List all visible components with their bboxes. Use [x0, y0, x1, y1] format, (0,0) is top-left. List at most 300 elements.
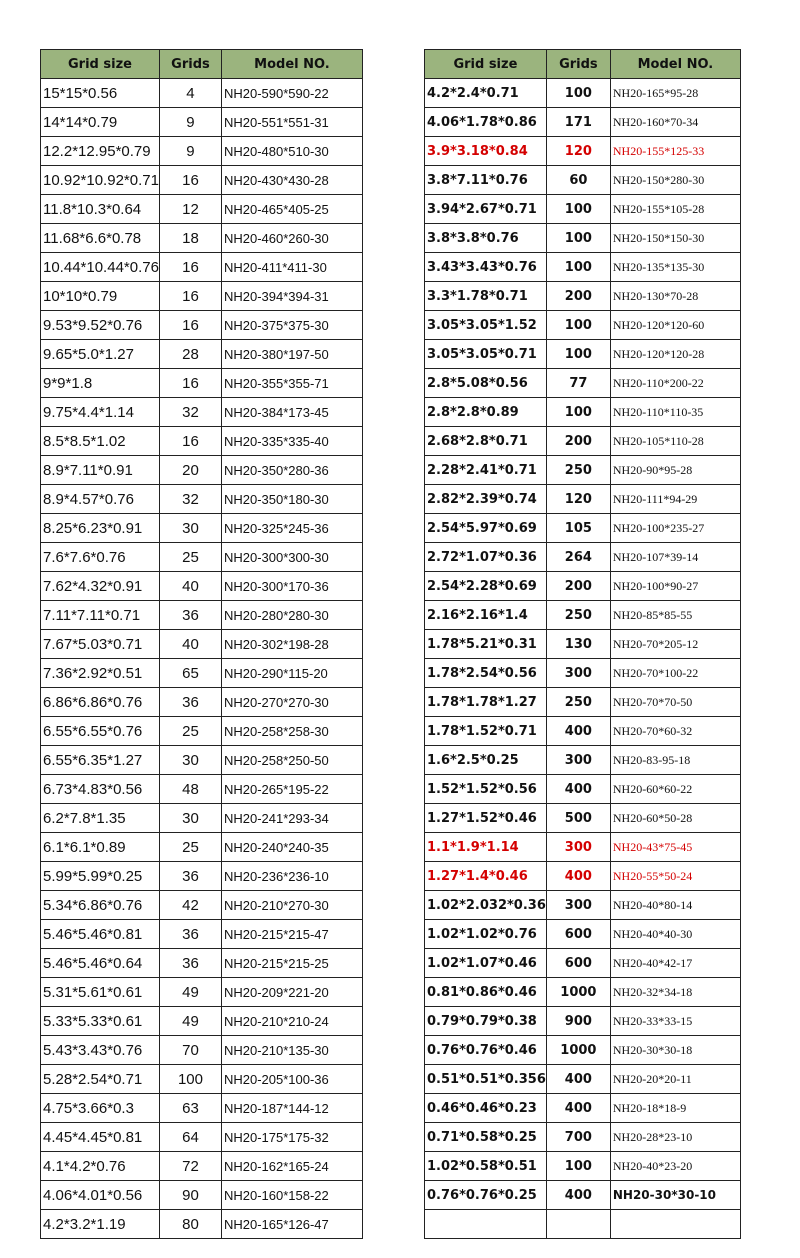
model-no-cell: NH20-40*42-17 [610, 949, 740, 978]
model-no-cell: NH20-209*221-20 [221, 978, 362, 1007]
model-no-cell: NH20-40*23-20 [610, 1152, 740, 1181]
table-row [41, 282, 363, 311]
model-no-cell: NH20-240*240-35 [221, 833, 362, 862]
grid-size-cell: 3.43*3.43*0.76 [425, 253, 547, 282]
grid-size-cell: 4.06*1.78*0.86 [425, 108, 547, 137]
table-row [425, 340, 741, 369]
model-no-cell: NH20-241*293-34 [221, 804, 362, 833]
grid-size-cell: 6.55*6.35*1.27 [41, 746, 160, 775]
grid-size-cell: 0.51*0.51*0.356 [425, 1065, 547, 1094]
model-no-cell: NH20-165*95-28 [610, 79, 740, 108]
grid-size-cell: 0.81*0.86*0.46 [425, 978, 547, 1007]
table-row [425, 601, 741, 630]
grid-size-cell: 9*9*1.8 [41, 369, 160, 398]
model-no-cell: NH20-187*144-12 [221, 1094, 362, 1123]
grid-size-cell: 7.67*5.03*0.71 [41, 630, 160, 659]
table-row [41, 1152, 363, 1181]
grids-cell: 100 [546, 1152, 610, 1181]
model-no-cell: NH20-350*280-36 [221, 456, 362, 485]
model-no-cell [610, 1210, 740, 1239]
grid-size-cell: 1.78*2.54*0.56 [425, 659, 547, 688]
model-no-cell: NH20-110*200-22 [610, 369, 740, 398]
model-no-cell: NH20-105*110-28 [610, 427, 740, 456]
model-no-cell: NH20-150*150-30 [610, 224, 740, 253]
grid-size-cell: 10*10*0.79 [41, 282, 160, 311]
table-row [41, 166, 363, 195]
grids-cell: 36 [159, 688, 221, 717]
model-no-cell: NH20-280*280-30 [221, 601, 362, 630]
grids-cell: 300 [546, 659, 610, 688]
table-row [425, 1036, 741, 1065]
grid-size-cell: 14*14*0.79 [41, 108, 160, 137]
grid-size-cell: 4.75*3.66*0.3 [41, 1094, 160, 1123]
grids-cell: 36 [159, 601, 221, 630]
table-row [425, 79, 741, 108]
grid-size-cell: 3.9*3.18*0.84 [425, 137, 547, 166]
grid-size-cell: 2.72*1.07*0.36 [425, 543, 547, 572]
grids-cell [546, 1210, 610, 1239]
header-model-no: Model NO. [221, 50, 362, 79]
header-grid-size: Grid size [41, 50, 160, 79]
grid-size-cell: 9.53*9.52*0.76 [41, 311, 160, 340]
grids-cell: 400 [546, 1094, 610, 1123]
table-row [425, 398, 741, 427]
grid-size-cell: 15*15*0.56 [41, 79, 160, 108]
grid-size-cell: 2.8*5.08*0.56 [425, 369, 547, 398]
table-row [41, 659, 363, 688]
table-row [425, 630, 741, 659]
left-spec-table [40, 49, 363, 1239]
model-no-cell: NH20-258*250-50 [221, 746, 362, 775]
model-no-cell: NH20-70*205-12 [610, 630, 740, 659]
table-row [41, 514, 363, 543]
table-row [41, 775, 363, 804]
model-no-cell: NH20-150*280-30 [610, 166, 740, 195]
table-row [425, 456, 741, 485]
grid-size-cell: 1.02*0.58*0.51 [425, 1152, 547, 1181]
grids-cell: 16 [159, 369, 221, 398]
grids-cell: 9 [159, 137, 221, 166]
grids-cell: 100 [546, 195, 610, 224]
grids-cell: 300 [546, 833, 610, 862]
grids-cell: 300 [546, 891, 610, 920]
grid-size-cell: 1.78*5.21*0.31 [425, 630, 547, 659]
grid-size-cell: 1.27*1.4*0.46 [425, 862, 547, 891]
grids-cell: 1000 [546, 1036, 610, 1065]
model-no-cell: NH20-60*60-22 [610, 775, 740, 804]
table-row [41, 369, 363, 398]
table-row [41, 833, 363, 862]
grid-size-cell: 3.8*7.11*0.76 [425, 166, 547, 195]
grids-cell: 400 [546, 1065, 610, 1094]
header-row [425, 50, 741, 79]
grid-size-cell: 4.45*4.45*0.81 [41, 1123, 160, 1152]
model-no-cell: NH20-430*430-28 [221, 166, 362, 195]
table-row [41, 862, 363, 891]
grid-size-cell: 5.46*5.46*0.64 [41, 949, 160, 978]
table-row [41, 340, 363, 369]
grid-size-cell: 8.9*7.11*0.91 [41, 456, 160, 485]
grids-cell: 72 [159, 1152, 221, 1181]
model-no-cell: NH20-165*126-47 [221, 1210, 362, 1239]
model-no-cell: NH20-107*39-14 [610, 543, 740, 572]
grids-cell: 16 [159, 311, 221, 340]
table-row [425, 1094, 741, 1123]
model-no-cell: NH20-350*180-30 [221, 485, 362, 514]
grids-cell: 200 [546, 572, 610, 601]
grids-cell: 18 [159, 224, 221, 253]
table-row [41, 630, 363, 659]
model-no-cell: NH20-384*173-45 [221, 398, 362, 427]
grids-cell: 36 [159, 862, 221, 891]
grids-cell: 25 [159, 833, 221, 862]
model-no-cell: NH20-590*590-22 [221, 79, 362, 108]
model-no-cell: NH20-110*110-35 [610, 398, 740, 427]
grids-cell: 90 [159, 1181, 221, 1210]
grids-cell: 30 [159, 514, 221, 543]
grids-cell: 32 [159, 398, 221, 427]
grids-cell: 200 [546, 427, 610, 456]
model-no-cell: NH20-83-95-18 [610, 746, 740, 775]
table-row [425, 195, 741, 224]
table-row [41, 456, 363, 485]
table-row [425, 978, 741, 1007]
grids-cell: 171 [546, 108, 610, 137]
model-no-cell: NH20-40*80-14 [610, 891, 740, 920]
model-no-cell: NH20-130*70-28 [610, 282, 740, 311]
grids-cell: 16 [159, 282, 221, 311]
table-row [425, 1181, 741, 1210]
table-row [41, 398, 363, 427]
table-row [41, 1065, 363, 1094]
grids-cell: 100 [546, 340, 610, 369]
table-row [425, 833, 741, 862]
table-row [425, 253, 741, 282]
grids-cell: 250 [546, 601, 610, 630]
table-row [41, 804, 363, 833]
model-no-cell: NH20-162*165-24 [221, 1152, 362, 1181]
grid-size-cell: 8.25*6.23*0.91 [41, 514, 160, 543]
grids-cell: 120 [546, 485, 610, 514]
grids-cell: 100 [546, 224, 610, 253]
grids-cell: 20 [159, 456, 221, 485]
grids-cell: 100 [159, 1065, 221, 1094]
grids-cell: 25 [159, 543, 221, 572]
model-no-cell: NH20-135*135-30 [610, 253, 740, 282]
grids-cell: 400 [546, 717, 610, 746]
model-no-cell: NH20-215*215-47 [221, 920, 362, 949]
model-no-cell: NH20-411*411-30 [221, 253, 362, 282]
model-no-cell: NH20-465*405-25 [221, 195, 362, 224]
grids-cell: 105 [546, 514, 610, 543]
model-no-cell: NH20-28*23-10 [610, 1123, 740, 1152]
table-row [41, 543, 363, 572]
table-row [425, 485, 741, 514]
grid-size-cell: 1.52*1.52*0.56 [425, 775, 547, 804]
grids-cell: 250 [546, 456, 610, 485]
model-no-cell: NH20-18*18-9 [610, 1094, 740, 1123]
model-no-cell: NH20-20*20-11 [610, 1065, 740, 1094]
grid-size-cell: 4.2*2.4*0.71 [425, 79, 547, 108]
model-no-cell: NH20-290*115-20 [221, 659, 362, 688]
model-no-cell: NH20-205*100-36 [221, 1065, 362, 1094]
table-row [41, 1007, 363, 1036]
model-no-cell: NH20-32*34-18 [610, 978, 740, 1007]
model-no-cell: NH20-120*120-28 [610, 340, 740, 369]
model-no-cell: NH20-258*258-30 [221, 717, 362, 746]
model-no-cell: NH20-155*105-28 [610, 195, 740, 224]
grid-size-cell: 2.28*2.41*0.71 [425, 456, 547, 485]
model-no-cell: NH20-33*33-15 [610, 1007, 740, 1036]
table-row [425, 514, 741, 543]
grid-size-cell: 6.55*6.55*0.76 [41, 717, 160, 746]
grid-size-cell: 3.05*3.05*0.71 [425, 340, 547, 369]
grids-cell: 400 [546, 1181, 610, 1210]
grids-cell: 12 [159, 195, 221, 224]
header-row [41, 50, 363, 79]
grid-size-cell: 11.8*10.3*0.64 [41, 195, 160, 224]
grid-size-cell [425, 1210, 547, 1239]
table-row [41, 717, 363, 746]
table-row [425, 543, 741, 572]
grid-size-cell: 1.78*1.78*1.27 [425, 688, 547, 717]
grid-size-cell: 3.3*1.78*0.71 [425, 282, 547, 311]
model-no-cell: NH20-120*120-60 [610, 311, 740, 340]
grid-size-cell: 4.2*3.2*1.19 [41, 1210, 160, 1239]
grids-cell: 63 [159, 1094, 221, 1123]
grid-size-cell: 7.36*2.92*0.51 [41, 659, 160, 688]
grids-cell: 264 [546, 543, 610, 572]
table-row [425, 1123, 741, 1152]
model-no-cell: NH20-394*394-31 [221, 282, 362, 311]
grids-cell: 400 [546, 862, 610, 891]
model-no-cell: NH20-175*175-32 [221, 1123, 362, 1152]
grid-size-cell: 2.54*2.28*0.69 [425, 572, 547, 601]
table-row [425, 137, 741, 166]
table-row [41, 485, 363, 514]
grids-cell: 100 [546, 398, 610, 427]
grids-cell: 36 [159, 949, 221, 978]
grid-size-cell: 7.11*7.11*0.71 [41, 601, 160, 630]
table-row [425, 920, 741, 949]
table-row [425, 166, 741, 195]
model-no-cell: NH20-85*85-55 [610, 601, 740, 630]
model-no-cell: NH20-355*355-71 [221, 369, 362, 398]
grid-size-cell: 5.33*5.33*0.61 [41, 1007, 160, 1036]
table-row [425, 369, 741, 398]
table-row [425, 224, 741, 253]
grid-size-cell: 2.54*5.97*0.69 [425, 514, 547, 543]
grids-cell: 30 [159, 746, 221, 775]
table-row [425, 1065, 741, 1094]
model-no-cell: NH20-236*236-10 [221, 862, 362, 891]
table-row [41, 601, 363, 630]
header-grids: Grids [159, 50, 221, 79]
grids-cell: 1000 [546, 978, 610, 1007]
grids-cell: 700 [546, 1123, 610, 1152]
model-no-cell: NH20-375*375-30 [221, 311, 362, 340]
table-row [41, 1036, 363, 1065]
model-no-cell: NH20-380*197-50 [221, 340, 362, 369]
grid-size-cell: 5.43*3.43*0.76 [41, 1036, 160, 1065]
table-row [425, 572, 741, 601]
grid-size-cell: 2.8*2.8*0.89 [425, 398, 547, 427]
grid-size-cell: 1.78*1.52*0.71 [425, 717, 547, 746]
grids-cell: 300 [546, 746, 610, 775]
grid-size-cell: 1.02*1.07*0.46 [425, 949, 547, 978]
grids-cell: 130 [546, 630, 610, 659]
table-row [425, 427, 741, 456]
table-row [41, 688, 363, 717]
grid-size-cell: 3.8*3.8*0.76 [425, 224, 547, 253]
grid-size-cell: 12.2*12.95*0.79 [41, 137, 160, 166]
table-row [41, 1094, 363, 1123]
grid-size-cell: 0.76*0.76*0.46 [425, 1036, 547, 1065]
table-row [41, 1181, 363, 1210]
grids-cell: 9 [159, 108, 221, 137]
table-row [41, 224, 363, 253]
table-row [425, 746, 741, 775]
grid-size-cell: 2.82*2.39*0.74 [425, 485, 547, 514]
grid-size-cell: 6.2*7.8*1.35 [41, 804, 160, 833]
table-row [425, 311, 741, 340]
grid-size-cell: 5.31*5.61*0.61 [41, 978, 160, 1007]
table-row [425, 1152, 741, 1181]
model-no-cell: NH20-43*75-45 [610, 833, 740, 862]
table-row [425, 862, 741, 891]
model-no-cell: NH20-70*70-50 [610, 688, 740, 717]
grid-size-cell: 5.34*6.86*0.76 [41, 891, 160, 920]
table-row [41, 79, 363, 108]
right-spec-table [424, 49, 741, 1239]
grids-cell: 16 [159, 427, 221, 456]
model-no-cell: NH20-265*195-22 [221, 775, 362, 804]
grid-size-cell: 0.79*0.79*0.38 [425, 1007, 547, 1036]
grids-cell: 600 [546, 949, 610, 978]
model-no-cell: NH20-215*215-25 [221, 949, 362, 978]
table-row [425, 1210, 741, 1239]
table-row [41, 1210, 363, 1239]
grids-cell: 40 [159, 572, 221, 601]
grid-size-cell: 2.16*2.16*1.4 [425, 601, 547, 630]
model-no-cell: NH20-155*125-33 [610, 137, 740, 166]
model-no-cell: NH20-335*335-40 [221, 427, 362, 456]
model-no-cell: NH20-40*40-30 [610, 920, 740, 949]
model-no-cell: NH20-270*270-30 [221, 688, 362, 717]
table-row [425, 1007, 741, 1036]
model-no-cell: NH20-460*260-30 [221, 224, 362, 253]
grid-size-cell: 5.28*2.54*0.71 [41, 1065, 160, 1094]
grid-size-cell: 0.46*0.46*0.23 [425, 1094, 547, 1123]
grids-cell: 49 [159, 1007, 221, 1036]
model-no-cell: NH20-70*100-22 [610, 659, 740, 688]
grids-cell: 65 [159, 659, 221, 688]
model-no-cell: NH20-210*270-30 [221, 891, 362, 920]
grid-size-cell: 5.99*5.99*0.25 [41, 862, 160, 891]
grids-cell: 16 [159, 166, 221, 195]
table-row [41, 978, 363, 1007]
header-grid-size: Grid size [425, 50, 547, 79]
table-row [425, 949, 741, 978]
model-no-cell: NH20-100*235-27 [610, 514, 740, 543]
model-no-cell: NH20-30*30-10 [610, 1181, 740, 1210]
table-row [41, 949, 363, 978]
model-no-cell: NH20-55*50-24 [610, 862, 740, 891]
model-no-cell: NH20-300*170-36 [221, 572, 362, 601]
table-row [41, 253, 363, 282]
grids-cell: 70 [159, 1036, 221, 1065]
model-no-cell: NH20-100*90-27 [610, 572, 740, 601]
grids-cell: 120 [546, 137, 610, 166]
grid-size-cell: 9.65*5.0*1.27 [41, 340, 160, 369]
grid-size-cell: 9.75*4.4*1.14 [41, 398, 160, 427]
table-row [425, 717, 741, 746]
grids-cell: 200 [546, 282, 610, 311]
grids-cell: 32 [159, 485, 221, 514]
model-no-cell: NH20-70*60-32 [610, 717, 740, 746]
table-row [425, 891, 741, 920]
grid-size-cell: 6.73*4.83*0.56 [41, 775, 160, 804]
grids-cell: 25 [159, 717, 221, 746]
table-row [41, 311, 363, 340]
grids-cell: 500 [546, 804, 610, 833]
model-no-cell: NH20-111*94-29 [610, 485, 740, 514]
grid-size-cell: 5.46*5.46*0.81 [41, 920, 160, 949]
model-no-cell: NH20-160*70-34 [610, 108, 740, 137]
table-row [41, 572, 363, 601]
model-no-cell: NH20-300*300-30 [221, 543, 362, 572]
grids-cell: 48 [159, 775, 221, 804]
table-row [425, 804, 741, 833]
model-no-cell: NH20-210*210-24 [221, 1007, 362, 1036]
grids-cell: 250 [546, 688, 610, 717]
grid-size-cell: 10.92*10.92*0.71 [41, 166, 160, 195]
table-row [425, 282, 741, 311]
model-no-cell: NH20-90*95-28 [610, 456, 740, 485]
grid-size-cell: 7.62*4.32*0.91 [41, 572, 160, 601]
table-row [425, 775, 741, 804]
grids-cell: 77 [546, 369, 610, 398]
table-row [425, 688, 741, 717]
grids-cell: 16 [159, 253, 221, 282]
model-no-cell: NH20-160*158-22 [221, 1181, 362, 1210]
table-row [425, 659, 741, 688]
grids-cell: 42 [159, 891, 221, 920]
grid-size-cell: 8.9*4.57*0.76 [41, 485, 160, 514]
grid-size-cell: 4.1*4.2*0.76 [41, 1152, 160, 1181]
table-row [41, 108, 363, 137]
grids-cell: 49 [159, 978, 221, 1007]
grid-size-cell: 0.76*0.76*0.25 [425, 1181, 547, 1210]
grid-size-cell: 1.27*1.52*0.46 [425, 804, 547, 833]
header-grids: Grids [546, 50, 610, 79]
grid-size-cell: 1.6*2.5*0.25 [425, 746, 547, 775]
table-row [41, 427, 363, 456]
model-no-cell: NH20-480*510-30 [221, 137, 362, 166]
grid-size-cell: 11.68*6.6*0.78 [41, 224, 160, 253]
model-no-cell: NH20-302*198-28 [221, 630, 362, 659]
grid-size-cell: 1.02*1.02*0.76 [425, 920, 547, 949]
grid-size-cell: 1.1*1.9*1.14 [425, 833, 547, 862]
model-no-cell: NH20-30*30-18 [610, 1036, 740, 1065]
header-model-no: Model NO. [610, 50, 740, 79]
grids-cell: 28 [159, 340, 221, 369]
grid-size-cell: 2.68*2.8*0.71 [425, 427, 547, 456]
grid-size-cell: 4.06*4.01*0.56 [41, 1181, 160, 1210]
grid-size-cell: 10.44*10.44*0.76 [41, 253, 160, 282]
grids-cell: 80 [159, 1210, 221, 1239]
model-no-cell: NH20-551*551-31 [221, 108, 362, 137]
